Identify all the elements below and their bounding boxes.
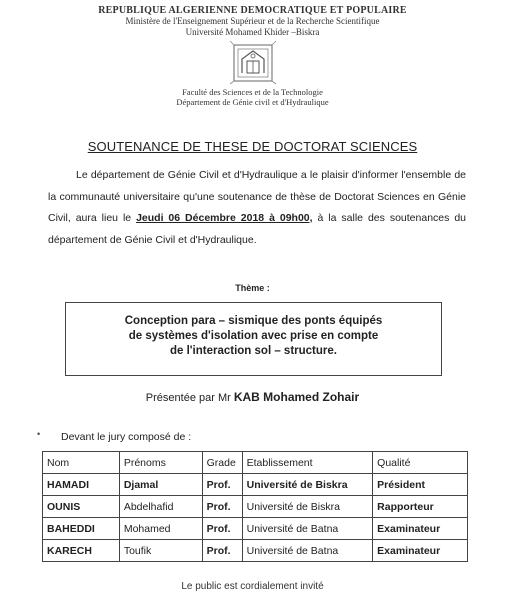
presenter-name: KAB Mohamed Zohair [233, 390, 360, 404]
cell-grade: Prof. [202, 540, 242, 562]
column-header: Grade [202, 452, 242, 474]
theme-label: Thème : [235, 283, 270, 293]
cell-prenom: Toufik [119, 540, 202, 562]
column-header: Nom [43, 452, 120, 474]
cell-etablissement: Université de Batna [242, 518, 373, 540]
cell-grade: Prof. [202, 518, 242, 540]
cell-etablissement: Université de Batna [242, 540, 373, 562]
thesis-title-line: de l'interaction sol – structure. [170, 345, 337, 357]
cell-prenom: Mohamed [119, 518, 202, 540]
page-title: SOUTENANCE DE THESE DE DOCTORAT SCIENCES [87, 139, 418, 154]
cell-qualite: Président [373, 474, 468, 496]
table-row [43, 474, 468, 496]
cell-grade: Prof. [202, 474, 242, 496]
defense-date: Jeudi 06 Décembre 2018 à 09h00, [136, 212, 313, 224]
cell-qualite: Examinateur [373, 518, 468, 540]
column-header: Prénoms [119, 452, 202, 474]
faculty-heading: Faculté des Sciences et de la Technologie [182, 87, 323, 97]
presenter-line [0, 390, 505, 404]
thesis-title-line: Conception para – sismique des ponts équipés [124, 315, 383, 327]
thesis-title [66, 314, 441, 359]
column-header: Etablissement [242, 452, 373, 474]
cell-etablissement: Université de Biskra [242, 496, 373, 518]
cell-etablissement: Université de Biskra [242, 474, 373, 496]
table-row [43, 496, 468, 518]
cell-nom: KARECH [43, 540, 120, 562]
cell-nom: HAMADI [43, 474, 120, 496]
university-heading: Université Mohamed Khider –Biskra [185, 27, 320, 37]
cell-prenom: Abdelhafid [119, 496, 202, 518]
announcement-paragraph [48, 165, 466, 251]
table-header-row [43, 452, 468, 474]
theme-box [65, 302, 442, 376]
ministry-heading: Ministère de l'Enseignement Supérieur et de la Recherche Scientifique [125, 16, 380, 26]
cell-grade: Prof. [202, 496, 242, 518]
table-row [43, 540, 468, 562]
cell-qualite: Rapporteur [373, 496, 468, 518]
column-header: Qualité [373, 452, 468, 474]
cell-nom: BAHEDDI [43, 518, 120, 540]
bullet-mark-icon: • [37, 429, 41, 439]
intro-location: à la salle des soutenances du département de Génie Civil et d'Hydraulique. [48, 212, 466, 246]
intro-text: Le département de Génie Civil et d'Hydraulique a le plaisir d'informer l'ensemble de la communauté universitaire qu'une soutenance de thèse de Doctorat Sciences en Génie Civil, aura lieu le [48, 169, 466, 224]
jury-table [42, 451, 468, 562]
closing-note: Le public est cordialement invité [181, 581, 324, 592]
cell-nom: OUNIS [43, 496, 120, 518]
cell-qualite: Examinateur [373, 540, 468, 562]
republic-heading: REPUBLIQUE ALGERIENNE DEMOCRATIQUE ET POPULAIRE [98, 5, 407, 16]
cell-prenom: Djamal [119, 474, 202, 496]
presenter-prefix: Présentée par Mr [145, 392, 234, 404]
table-row [43, 518, 468, 540]
university-logo-icon [228, 39, 278, 85]
thesis-title-line: de systèmes d'isolation avec prise en compte [128, 330, 379, 342]
jury-intro: Devant le jury composé de : [61, 431, 192, 443]
department-heading: Département de Génie civil et d'Hydraulique [176, 97, 329, 107]
